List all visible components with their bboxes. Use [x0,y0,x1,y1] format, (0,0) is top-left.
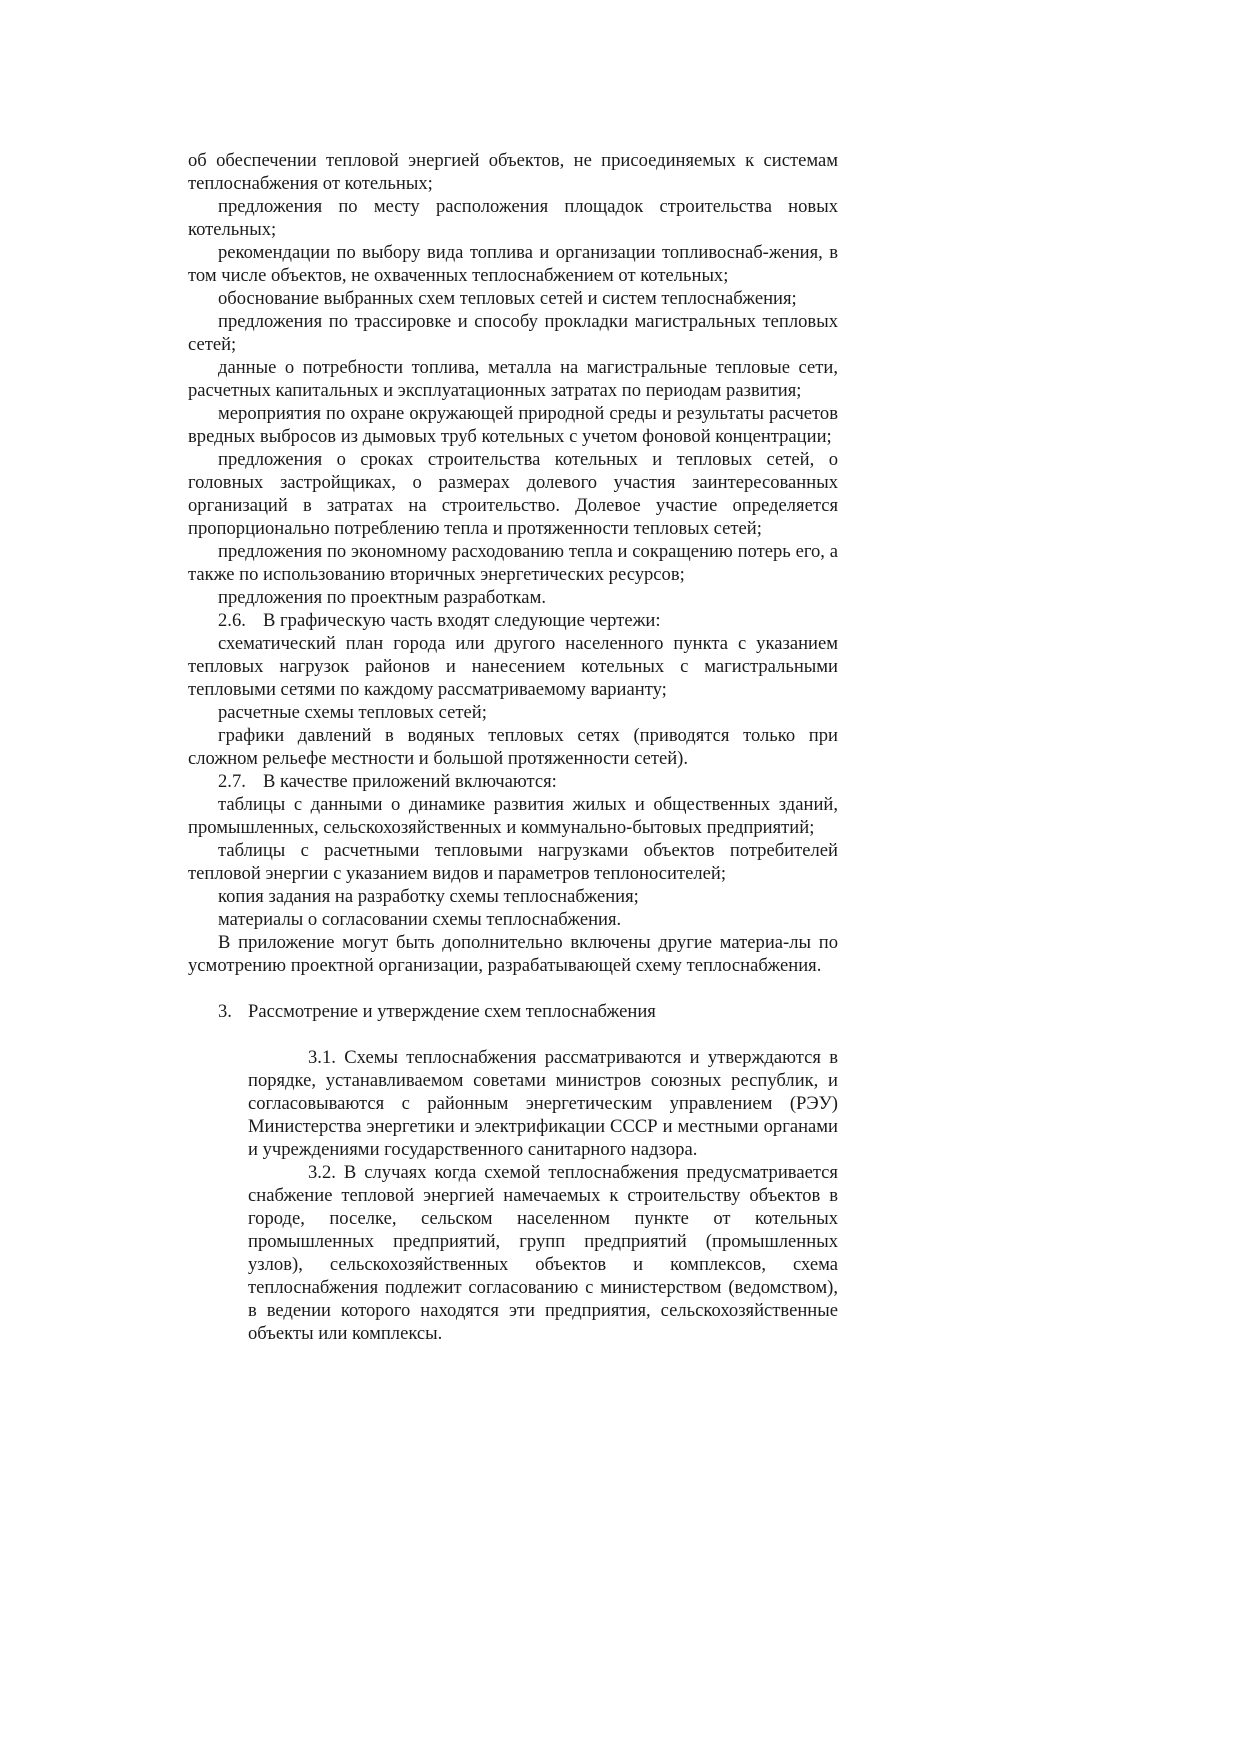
paragraph: данные о потребности топлива, металла на магистральные тепловые сети, расчетных капитальных и эксплуатационных затратах по периодам развития; [188,357,838,401]
clause-text: В качестве приложений включаются: [263,771,557,792]
clause-number: 2.6. [218,610,246,631]
clause-number: 2.7. [218,771,246,792]
paragraph: копия задания на разработку схемы теплоснабжения; [218,886,639,907]
clause-text: В графическую часть входят следующие чертежи: [263,610,661,631]
section-title: Рассмотрение и утверждение схем теплоснабжения [248,1001,656,1022]
clause-text: В случаях когда схемой теплоснабжения предусматривается снабжение тепловой энергией намечаемых к строительству объектов в городе, поселке, сельском населенном пункте от котельных промышленных предприятий, групп предприятий (промышленных узлов), сельскохозяйственных объектов и комплексов, схема теплоснабжения подлежит согласованию с министерством (ведомством), в ведении которого находятся эти предприятия, сельскохозяйственные объекты или комплексы. [248,1162,838,1344]
paragraph: мероприятия по охране окружающей природной среды и результаты расчетов вредных выбросов из дымовых труб котельных с учетом фоновой концентрации; [188,403,838,447]
paragraph: материалы о согласовании схемы теплоснабжения. [218,909,622,930]
paragraph: предложения по проектным разработкам. [218,587,546,608]
paragraph: таблицы с данными о динамике развития жилых и общественных зданий, промышленных, сельскохозяйственных и коммунально-бытовых предприятий; [188,794,838,838]
clause-number: 3.1. [308,1047,336,1068]
section-3-heading [188,1000,838,1023]
paragraph: предложения о сроках строительства котельных и тепловых сетей, о головных застройщиках, о размерах долевого участия заинтересованных организаций в затратах на строительство. Долевое участие определяется пропорционально потреблению тепла и протяженности тепловых сетей; [188,449,838,539]
clause-text: Схемы теплоснабжения рассматриваются и утверждаются в порядке, устанавливаемом советами министров союзных республик, и согласовываются с районным энергетическим управлением (РЭУ) Министерства энергетики и электрификации СССР и местными органами и учреждениями государственного санитарного надзора. [248,1047,838,1160]
paragraph: схематический план города или другого населенного пункта с указанием тепловых нагрузок районов и нанесением котельных с магистральными тепловыми сетями по каждому рассматриваемому варианту; [188,633,838,700]
paragraph: обоснование выбранных схем тепловых сетей и систем теплоснабжения; [218,288,797,309]
paragraph: рекомендации по выбору вида топлива и организации топливоснаб-жения, в том числе объектов, не охваченных теплоснабжением от котельных; [188,242,838,286]
paragraph: расчетные схемы тепловых сетей; [218,702,487,723]
section-number: 3. [218,1001,232,1022]
document-page [188,149,838,1345]
paragraph: предложения по месту расположения площадок строительства новых котельных; [188,196,838,240]
paragraph: таблицы с расчетными тепловыми нагрузками объектов потребителей тепловой энергии с указанием видов и параметров теплоносителей; [188,840,838,884]
clause-number: 3.2. [308,1162,336,1183]
clause-2-6 [188,609,838,632]
paragraph: предложения по трассировке и способу прокладки магистральных тепловых сетей; [188,311,838,355]
paragraph: В приложение могут быть дополнительно включены другие материа-лы по усмотрению проектной организации, разрабатывающей схему теплоснабжения. [188,932,838,976]
paragraph: предложения по экономному расходованию тепла и сокращению потерь его, а также по использованию вторичных энергетических ресурсов; [188,541,838,585]
paragraph: об обеспечении тепловой энергией объектов, не присоединяемых к системам теплоснабжения от котельных; [188,150,838,194]
section-3-body [248,1046,838,1345]
clause-3-2 [248,1161,838,1345]
clause-2-7 [188,770,838,793]
clause-3-1 [248,1046,838,1161]
paragraph: графики давлений в водяных тепловых сетях (приводятся только при сложном рельефе местности и большой протяженности сетей). [188,725,838,769]
